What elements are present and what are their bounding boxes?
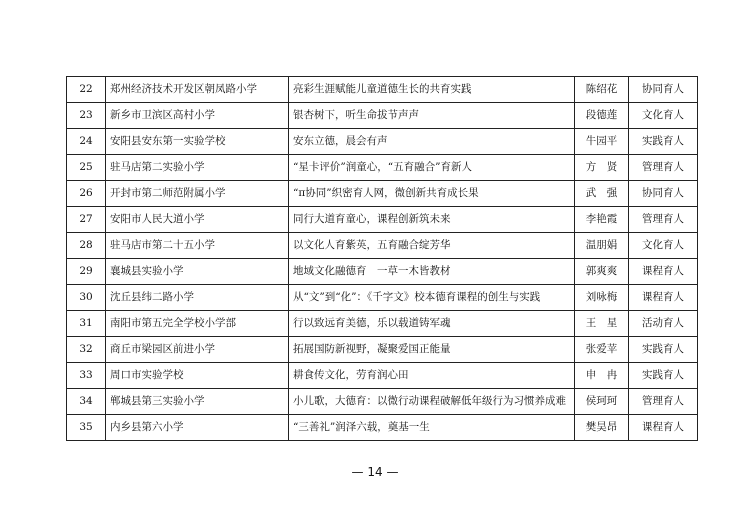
person-cell: 刘咏梅 bbox=[575, 285, 629, 311]
row-number-cell: 28 bbox=[67, 233, 106, 259]
school-cell: 新乡市卫滨区高村小学 bbox=[106, 103, 289, 129]
page-number: — 14 — bbox=[351, 465, 399, 479]
row-number-cell: 25 bbox=[67, 155, 106, 181]
row-number-cell: 33 bbox=[67, 363, 106, 389]
person-cell: 段德莲 bbox=[575, 103, 629, 129]
person-cell: 方 贤 bbox=[575, 155, 629, 181]
table-row bbox=[67, 129, 698, 155]
category-cell: 协同育人 bbox=[629, 77, 698, 103]
row-number-cell: 27 bbox=[67, 207, 106, 233]
table-row bbox=[67, 77, 698, 103]
row-number-cell: 30 bbox=[67, 285, 106, 311]
person-cell: 温朋娟 bbox=[575, 233, 629, 259]
category-cell: 实践育人 bbox=[629, 363, 698, 389]
row-number-cell: 29 bbox=[67, 259, 106, 285]
award-list-table bbox=[66, 76, 698, 441]
school-cell: 郸城县第三实验小学 bbox=[106, 389, 289, 415]
row-number-cell: 22 bbox=[67, 77, 106, 103]
case-title-cell: 银杏树下，听生命拔节声声 bbox=[289, 103, 575, 129]
person-cell: 张爱苹 bbox=[575, 337, 629, 363]
case-title-cell: 耕食传文化，劳育润心田 bbox=[289, 363, 575, 389]
category-cell: 实践育人 bbox=[629, 337, 698, 363]
category-cell: 文化育人 bbox=[629, 233, 698, 259]
row-number-cell: 24 bbox=[67, 129, 106, 155]
row-number-cell: 31 bbox=[67, 311, 106, 337]
person-cell: 郭爽爽 bbox=[575, 259, 629, 285]
table-row bbox=[67, 103, 698, 129]
person-cell: 牛园平 bbox=[575, 129, 629, 155]
person-cell: 侯珂珂 bbox=[575, 389, 629, 415]
school-cell: 郑州经济技术开发区朝凤路小学 bbox=[106, 77, 289, 103]
person-cell: 武 强 bbox=[575, 181, 629, 207]
case-title-cell: “三善礼”润泽六载，奠基一生 bbox=[289, 415, 575, 441]
category-cell: 课程育人 bbox=[629, 415, 698, 441]
row-number-cell: 26 bbox=[67, 181, 106, 207]
school-cell: 襄城县实验小学 bbox=[106, 259, 289, 285]
category-cell: 课程育人 bbox=[629, 259, 698, 285]
category-cell: 管理育人 bbox=[629, 155, 698, 181]
table-row bbox=[67, 181, 698, 207]
row-number-cell: 32 bbox=[67, 337, 106, 363]
person-cell: 申 冉 bbox=[575, 363, 629, 389]
category-cell: 文化育人 bbox=[629, 103, 698, 129]
row-number-cell: 23 bbox=[67, 103, 106, 129]
person-cell: 陈绍花 bbox=[575, 77, 629, 103]
person-cell: 李艳霞 bbox=[575, 207, 629, 233]
school-cell: 沈丘县纬二路小学 bbox=[106, 285, 289, 311]
table-row bbox=[67, 337, 698, 363]
category-cell: 管理育人 bbox=[629, 207, 698, 233]
table-row bbox=[67, 233, 698, 259]
case-title-cell: 小儿歌，大德育：以微行动课程破解低年级行为习惯养成难 bbox=[289, 389, 575, 415]
table-row bbox=[67, 155, 698, 181]
school-cell: 开封市第二师范附属小学 bbox=[106, 181, 289, 207]
school-cell: 内乡县第六小学 bbox=[106, 415, 289, 441]
case-title-cell: 以文化人育紫英，五育融合绽芳华 bbox=[289, 233, 575, 259]
row-number-cell: 35 bbox=[67, 415, 106, 441]
category-cell: 协同育人 bbox=[629, 181, 698, 207]
case-title-cell: 亮彩生涯赋能儿童道德生长的共育实践 bbox=[289, 77, 575, 103]
case-title-cell: 行以致远育美德，乐以载道铸军魂 bbox=[289, 311, 575, 337]
table-row bbox=[67, 363, 698, 389]
school-cell: 商丘市梁园区前进小学 bbox=[106, 337, 289, 363]
table-row bbox=[67, 415, 698, 441]
category-cell: 课程育人 bbox=[629, 285, 698, 311]
school-cell: 南阳市第五完全学校小学部 bbox=[106, 311, 289, 337]
table-row bbox=[67, 207, 698, 233]
table-row bbox=[67, 389, 698, 415]
school-cell: 驻马店市第二十五小学 bbox=[106, 233, 289, 259]
person-cell: 王 星 bbox=[575, 311, 629, 337]
table-row bbox=[67, 285, 698, 311]
case-title-cell: 地域文化融德育 一草一木皆教材 bbox=[289, 259, 575, 285]
case-title-cell: “星卡评价”润童心，“五育融合”育新人 bbox=[289, 155, 575, 181]
table-row bbox=[67, 311, 698, 337]
case-title-cell: 拓展国防新视野，凝聚爱国正能量 bbox=[289, 337, 575, 363]
school-cell: 安阳县安东第一实验学校 bbox=[106, 129, 289, 155]
case-title-cell: 安东立德，晨会有声 bbox=[289, 129, 575, 155]
table-row bbox=[67, 259, 698, 285]
category-cell: 管理育人 bbox=[629, 389, 698, 415]
table-body bbox=[67, 77, 698, 441]
case-title-cell: 同行大道育童心，课程创新筑未来 bbox=[289, 207, 575, 233]
row-number-cell: 34 bbox=[67, 389, 106, 415]
school-cell: 周口市实验学校 bbox=[106, 363, 289, 389]
school-cell: 安阳市人民大道小学 bbox=[106, 207, 289, 233]
person-cell: 樊昊昂 bbox=[575, 415, 629, 441]
school-cell: 驻马店第二实验小学 bbox=[106, 155, 289, 181]
category-cell: 实践育人 bbox=[629, 129, 698, 155]
case-title-cell: 从“文”到“化”：《千字文》校本德育课程的创生与实践 bbox=[289, 285, 575, 311]
category-cell: 活动育人 bbox=[629, 311, 698, 337]
case-title-cell: “π协同”织密育人网，微创新共育成长果 bbox=[289, 181, 575, 207]
